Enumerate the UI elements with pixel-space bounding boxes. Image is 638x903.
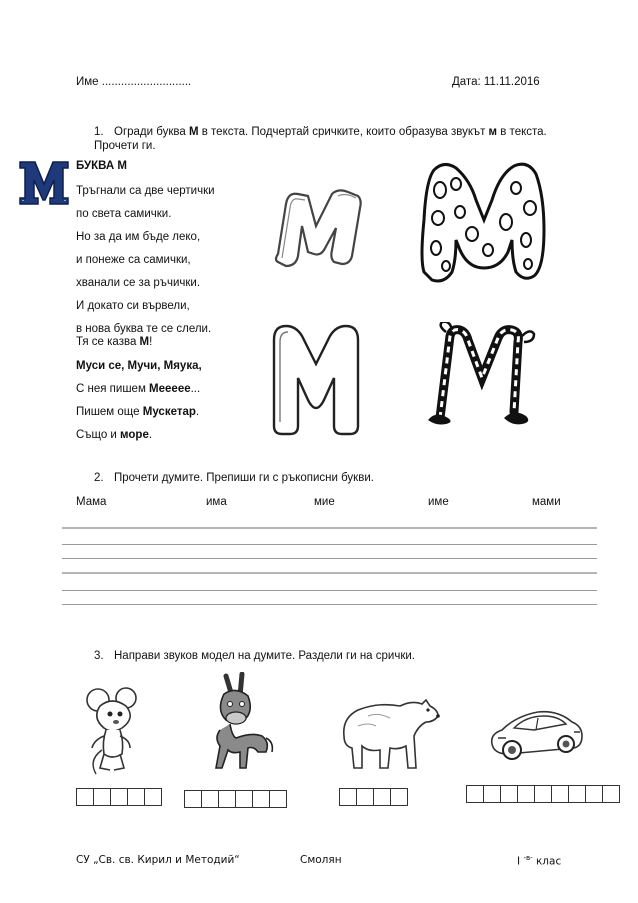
poem-line: Но за да им бъде леко, xyxy=(76,231,201,243)
poem-line: Тя се казва М! xyxy=(76,336,153,348)
sound-box[interactable] xyxy=(269,790,287,808)
task1-number: 1. xyxy=(94,126,104,138)
poem-line: в нова буква те се слели. xyxy=(76,323,212,335)
sound-box[interactable] xyxy=(252,790,270,808)
mouse-picture xyxy=(82,684,144,776)
outline-letter-m-picture xyxy=(268,180,368,272)
sound-box[interactable] xyxy=(568,785,586,803)
ornate-letter-m-picture xyxy=(426,322,538,426)
sound-box[interactable] xyxy=(110,788,128,806)
sound-box[interactable] xyxy=(235,790,253,808)
poem-line: по света самички. xyxy=(76,208,172,220)
sound-box[interactable] xyxy=(356,788,374,806)
sound-model-boxes[interactable] xyxy=(185,790,287,808)
footer-city: Смолян xyxy=(300,854,342,866)
task2-instruction: 2. Прочети думите. Препиши ги с ръкописни букви. xyxy=(94,472,374,484)
sound-box[interactable] xyxy=(483,785,501,803)
sound-box[interactable] xyxy=(585,785,603,803)
sound-box[interactable] xyxy=(201,790,219,808)
task2-number: 2. xyxy=(94,472,104,484)
sound-box[interactable] xyxy=(144,788,162,806)
poem-line: Тръгнали са две чертички xyxy=(76,185,215,197)
sound-box[interactable] xyxy=(534,785,552,803)
sound-box[interactable] xyxy=(373,788,391,806)
sound-box[interactable] xyxy=(551,785,569,803)
poem-line: И докато си вървели, xyxy=(76,300,190,312)
footer-school: СУ „Св. св. Кирил и Методий“ xyxy=(76,854,240,866)
word-item: име xyxy=(428,496,449,508)
sound-box[interactable] xyxy=(218,790,236,808)
task1-instruction-line2: Прочети ги. xyxy=(94,140,156,152)
sound-box[interactable] xyxy=(602,785,620,803)
poem-line: хванали се за ръчички. xyxy=(76,277,201,289)
blue-letter-m-icon xyxy=(18,158,70,208)
word-item: има xyxy=(206,496,227,508)
bear-picture xyxy=(338,696,442,776)
sound-box[interactable] xyxy=(76,788,94,806)
sound-box[interactable] xyxy=(184,790,202,808)
name-field: Име ............................ xyxy=(76,76,192,88)
sound-box[interactable] xyxy=(93,788,111,806)
task3-number: 3. xyxy=(94,650,104,662)
word-item: мие xyxy=(314,496,335,508)
poem-line: Муси се, Мучи, Мяука, xyxy=(76,360,202,372)
poem-line: Също и море. xyxy=(76,429,153,441)
poem-line: и понеже са самички, xyxy=(76,254,191,266)
word-item: Мама xyxy=(76,496,107,508)
sound-model-boxes[interactable] xyxy=(77,788,162,806)
rounded-letter-m-picture xyxy=(268,318,364,436)
poem-title: БУКВА М xyxy=(76,160,127,172)
poem-line: С нея пишем Мееееe... xyxy=(76,383,201,395)
sound-box[interactable] xyxy=(466,785,484,803)
sound-box[interactable] xyxy=(517,785,535,803)
poem-line: Пишем още Мускетар. xyxy=(76,406,200,418)
task1-instruction: 1. Огради буква М в текста. Подчертай сричките, които образува звукът м в текста. xyxy=(94,126,547,138)
polka-dot-letter-m-picture xyxy=(416,160,552,285)
sound-box[interactable] xyxy=(127,788,145,806)
sound-box[interactable] xyxy=(339,788,357,806)
date-field: Дата: 11.11.2016 xyxy=(452,76,540,88)
sound-model-boxes[interactable] xyxy=(467,785,620,803)
sound-box[interactable] xyxy=(390,788,408,806)
task3-instruction: 3. Направи звуков модел на думите. Раздели ги на срички. xyxy=(94,650,415,662)
footer-grade: I $^{-в-}$ клас xyxy=(517,854,562,868)
sound-model-boxes[interactable] xyxy=(340,788,408,806)
word-item: мами xyxy=(532,496,561,508)
car-picture xyxy=(488,704,584,766)
sound-box[interactable] xyxy=(500,785,518,803)
donkey-picture xyxy=(196,672,276,772)
